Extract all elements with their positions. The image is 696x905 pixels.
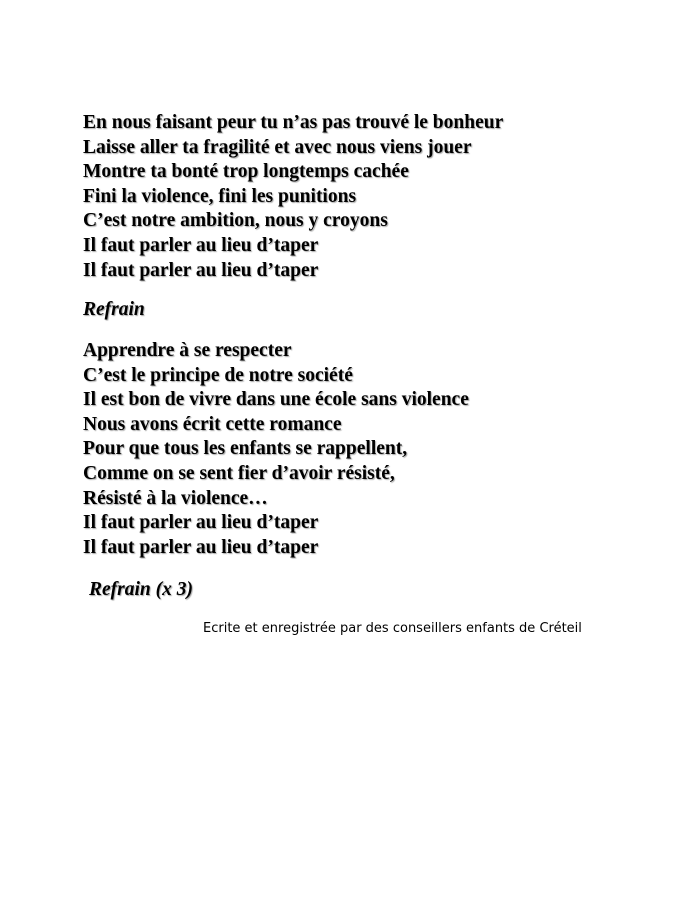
refrain-text: Refrain (x 3) [89, 579, 193, 600]
verse-line: Pour que tous les enfants se rappellent, [83, 438, 408, 460]
verse-line: Apprendre à se respecter [83, 340, 292, 361]
verse-line: Il faut parler au lieu d’taper [83, 512, 319, 534]
refrain-repeat-label [89, 578, 689, 603]
refrain-label [83, 298, 683, 323]
credit-line: Ecrite et enregistrée par des conseillers enfants de Créteil [203, 621, 582, 636]
verse-line: Fini la violence, fini les punitions [83, 185, 357, 207]
verse-line: Montre ta bonté trop longtemps cachée [83, 161, 409, 183]
verse-line: Laisse aller ta fragilité et avec nous viens jouer [83, 136, 472, 158]
verse-line: Comme on se sent fier d’avoir résisté, [83, 462, 395, 484]
refrain-text: Refrain [83, 299, 145, 320]
verse-line: Résisté à la violence… [83, 487, 268, 509]
verse-line: C’est le principe de notre société [83, 364, 353, 386]
verse-line: Il faut parler au lieu d’taper [83, 536, 319, 558]
verse-line: C’est notre ambition, nous y croyons [83, 210, 388, 232]
verse-line: Nous avons écrit cette romance [83, 413, 342, 435]
verse-1 [83, 111, 683, 283]
verse-line: Il est bon de vivre dans une école sans violence [83, 389, 469, 411]
verse-line: Il faut parler au lieu d’taper [83, 234, 319, 256]
verse-line: Il faut parler au lieu d’taper [83, 259, 319, 281]
verse-2 [83, 339, 683, 560]
verse-line: En nous faisant peur tu n’as pas trouvé le bonheur [83, 112, 504, 133]
